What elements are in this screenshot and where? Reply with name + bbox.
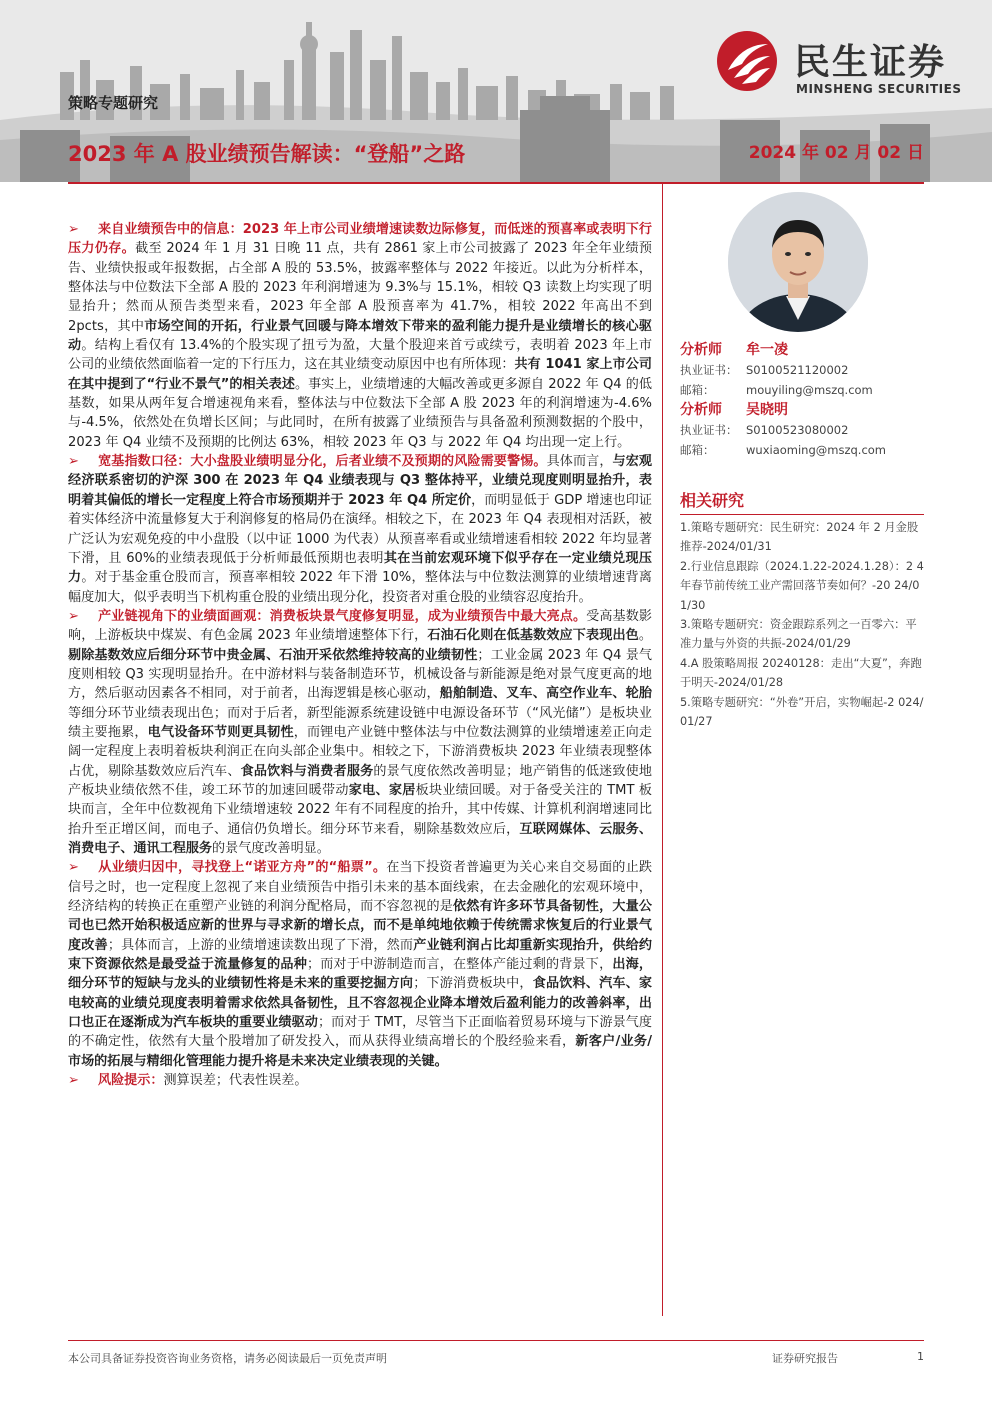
brand-name-en: MINSHENG SECURITIES	[796, 82, 962, 96]
analyst-role: 分析师	[680, 402, 722, 418]
paragraph-text: 的景气度改善明显。	[212, 841, 330, 856]
paragraph-text: ；下游消费板块中，	[413, 976, 533, 992]
related-research-item[interactable]: 3.策略专题研究：资金跟踪系列之一百零六：平准力量与外资的共振-2024/01/29	[680, 618, 917, 651]
bullet-arrow-icon: ➢	[68, 1073, 79, 1089]
analyst-2-name-row	[680, 400, 924, 420]
paragraph-emphasis: 食品饮料与消费者服务	[240, 763, 374, 779]
footer-divider	[68, 1340, 924, 1341]
paragraph-text: ，而锂电产业链中整体法与中位数法测算的业绩增速差正向走阔一定程度上表明着板块利润正在向头部企业集中。相较之下，下游消费板块 2023 年业绩表现整体占优，剔除基数效应后汽车、	[68, 724, 653, 779]
paragraph-emphasis: 市场空间的开拓，行业景气回暖与降本增效下带来的盈利能力提升是业绩增长的核心驱动	[68, 318, 652, 354]
bullet-arrow-icon: ➢	[68, 222, 79, 237]
paragraph-text: 。结构上看仅有 13.4%的个股实现了扭亏为盈，大量个股迎来首亏或续亏，表明着 2023 年上市公司的业绩依然面临着一定的下行压力，这在其业绩变动原因中也有所体现：	[68, 338, 653, 373]
cert-label: 执业证书：	[680, 363, 738, 377]
email-label: 邮箱：	[680, 383, 715, 397]
analyst-avatar-icon	[728, 192, 868, 332]
related-research-title: 相关研究	[680, 491, 745, 510]
brand-logo-icon	[716, 30, 778, 92]
related-research-item[interactable]: 5.策略专题研究：“外卷”开启，实物崛起-2 024/01/27	[680, 695, 924, 729]
analyst-role: 分析师	[680, 342, 722, 358]
paragraph-emphasis: 石油石化则在低基数效应下表现出色	[427, 628, 639, 644]
report-type: 策略专题研究	[68, 94, 159, 112]
brand-logo	[716, 28, 966, 108]
paragraph-heading: 产业链视角下的业绩面画观：消费板块景气度修复明显，成为业绩预告中最大亮点。	[98, 608, 587, 624]
bullet-arrow-icon: ➢	[68, 454, 79, 470]
paragraph-text: 等细分环节业绩表现出色；而对于后者，新型能源系统建设链中电源设备环节（“风光储”）是板块业绩主要拖累，	[68, 705, 652, 740]
header-divider	[68, 182, 924, 184]
cert-number: S0100523080002	[746, 423, 849, 437]
paragraph-text: 。对于基金重仓股而言，预喜率相较 2022 年下滑 10%，整体法与中位数法测算的业绩增速背离幅度加大，似乎表明当下机构重仓股的业绩出现分化，投资者对重仓股的业绩容忍度抬升。	[68, 570, 652, 605]
related-research-item[interactable]: 1.策略专题研究：民生研究：2024 年 2 月金股推荐-2024/01/31	[680, 521, 919, 554]
summary-paragraph-5	[68, 1071, 652, 1090]
paragraph-emphasis: 食品饮料、汽车、家电较高的业绩兑现度表明着需求依然具备韧性，且不容忽视企业降本增效后盈利能力的改善斜率，出口也正在逐渐成为汽车板块的重要业绩驱动	[68, 976, 653, 1031]
related-research-item[interactable]: 4.A 股策略周报 20240128：走出“大夏”，奔跑于明天-2024/01/28	[680, 656, 922, 690]
paragraph-text: 受高基数影响，上游板块中煤炭、有色金属 2023 年业绩增速整体下行，	[68, 608, 653, 644]
footer-disclaimer: 本公司具备证券投资咨询业务资格，请务必阅读最后一页免责声明	[68, 1352, 387, 1365]
paragraph-text: 板块业绩回暖。对于备受关注的 TMT 板块而言，全年中位数视角下业绩增速较 2022 年有不同程度的抬升，其中传媒、计算机利润增速同比抬升至正增区间，而电子、通信仍负增长。细分环节来看，剔除基数效应后，	[68, 782, 652, 837]
bullet-arrow-icon: ➢	[68, 860, 79, 876]
paragraph-text: ；工业金属 2023 年 Q4 景气度则相较 Q3 实现明显抬升。在中游材料与装备制造环节，机械设备与新能源是绝对景气度更高的地方，然后驱动因素各不相同，对于前者，出海逻辑是核心驱动，	[68, 647, 653, 702]
paragraph-heading: 从业绩归因中，寻找登上“诺亚方舟”的“船票”。	[98, 860, 387, 876]
paragraph-text: 截至 2024 年 1 月 31 日晚 11 点，共有 2861 家上市公司披露了 2023 年全年业绩预告、业绩快报或年报数据，占全部 A 股的 53.5%，披露率整体与 2022 年接近。以此为分析样本，整体法与中位数法下全部 A 股的 2023 年利润增速为 9.3%与 15.1%，相较 Q3 读数上均实现了明显抬升；然而从预告类型来看，2023 年全部 A 股预喜率为 41.7%，相较 2022 年高出不到 2pcts，其中	[68, 241, 652, 334]
paragraph-text: 。事实上，业绩增速的大幅改善或更多源自 2022 年 Q4 的低基数，如果从两年复合增速视角来看，整体法与中位数法下全部 A 股 2023 年的利润增速为-4.6%与-4.5%，依然处在负增长区间；与此同时，在所有披露了业绩预告与具备盈利预测数据的个股中，2023 年 Q4 业绩不及预期的比例达 63%，相较 2023 年 Q3 与 2022 年 Q4 均出现一定上行。	[68, 376, 652, 450]
paragraph-emphasis: 电气设备环节则更具韧性	[147, 724, 294, 740]
report-title: 2023 年 A 股业绩预告解读：“登船”之路	[68, 142, 466, 166]
paragraph-text: 在当下投资者普遍更为关心来自交易面的止跌信号之时，也一定程度上忽视了来自业绩预告中指引未来的基本面线索，在去金融化的宏观环境中，经济结构的转换正在重塑产业链的利润分配格局，而不容忽视的是	[68, 860, 653, 915]
analyst-1-email-row	[680, 380, 924, 400]
analyst-1-cert-row	[680, 360, 924, 380]
page-number: 1	[917, 1350, 924, 1363]
paragraph-emphasis: 新客户/业务/市场的拓展与精细化管理能力提升将是未来决定业绩表现的关键。	[68, 1034, 652, 1069]
paragraph-text: 的景气度依然改善明显；地产销售的低迷致使地产板块业绩依然不佳，竣工环节的加速回暖带动	[68, 763, 653, 798]
paragraph-emphasis: 出海，细分环节的短缺与龙头的业绩韧性将是未来的重要挖掘方向	[68, 957, 653, 992]
analyst-email-link[interactable]: mouyiling@mszq.com	[746, 383, 873, 397]
summary-paragraph-1	[68, 220, 652, 452]
summary-paragraph-2	[68, 452, 652, 607]
footer-label: 证券研究报告	[772, 1352, 838, 1365]
paragraph-emphasis: 产业链利润占比却重新实现抬升，供给约束下资源依然是最受益于流量修复的品种	[68, 937, 653, 973]
related-research-divider	[680, 514, 924, 515]
analyst-1-name-row	[680, 340, 924, 360]
analyst-name: 吴晓明	[746, 402, 788, 418]
report-date: 2024 年 02 月 02 日	[748, 143, 924, 163]
brand-name-cn: 民生证券	[794, 42, 947, 83]
cert-label: 执业证书：	[680, 423, 738, 437]
risk-heading: 风险提示：	[98, 1073, 164, 1089]
email-label: 邮箱：	[680, 443, 715, 457]
paragraph-emphasis: 依然有许多环节具备韧性，大量公司也已然开始积极适应新的世界与寻求新的增长点，而不是单纯地依赖于传统需求恢复后的行业景气度改善	[68, 899, 653, 953]
paragraph-emphasis: 与宏观经济联系密切的沪深 300 在 2023 年 Q4 业绩表现与 Q3 整体持平，业绩兑现度则明显抬升，表明着其偏低的增长一定程度上符合市场预期并于 2023 年 Q4 所定价	[68, 454, 653, 508]
paragraph-text: ，而明显低于 GDP 增速也印证着实体经济中流量修复大于利润修复的格局仍在演绎。相较之下，在 2023 年 Q4 表现相对活跃，被广泛认为宏观免疫的中小盘股（以中证 1000 为代表）从预喜率看或业绩增速看相较 2022 年均显著下滑，且 60%的业绩表现低于分析师最低预期也表明	[68, 492, 653, 566]
paragraph-heading: 来自业绩预告中的信息：2023 年上市公司业绩增速读数边际修复，而低迷的预喜率或表明下行压力仍存。	[68, 222, 652, 257]
analyst-2-email-row	[680, 440, 924, 460]
analyst-email-link[interactable]: wuxiaoming@mszq.com	[746, 443, 887, 457]
analyst-2-cert-row	[680, 420, 924, 440]
paragraph-emphasis: 船舶制造、叉车、高空作业车、轮胎	[439, 686, 653, 702]
paragraph-heading: 宽基指数口径：大小盘股业绩明显分化，后者业绩不及预期的风险需要警惕。	[98, 454, 547, 470]
header-banner	[0, 0, 992, 182]
paragraph-text: ；具体而言，上游的业绩增速读数出现了下滑，然而	[107, 937, 414, 953]
related-research-item[interactable]: 2.行业信息跟踪（2024.1.22-2024.1.28）：2 4 年春节前传统工业产需回落节奏如何？-20 24/01/30	[680, 559, 924, 612]
paragraph-text: 具体而言，	[546, 454, 613, 470]
paragraph-emphasis: 共有 1041 家上市公司在其中提到了“行业不景气”的相关表述	[68, 357, 653, 392]
summary-body	[68, 220, 652, 1090]
risk-text: 测算误差；代表性误差。	[163, 1073, 308, 1089]
paragraph-text: ；而对于中游制造而言，在整体产能过剩的背景下，	[306, 957, 613, 973]
paragraph-emphasis: 剔除基数效应后细分环节中贵金属、石油开采依然维持较高的业绩韧性	[68, 647, 478, 663]
paragraph-text: ；而对于 TMT，尽管当下正面临着贸易环境与下游景气度的不确定性，依然有大量个股增加了研发投入，而从获得业绩高增长的个股经验来看，	[68, 1015, 652, 1050]
analyst-photo	[728, 192, 868, 332]
cert-number: S0100521120002	[746, 363, 849, 377]
paragraph-emphasis: 家电、家居	[348, 782, 416, 798]
paragraph-emphasis: 互联网媒体、云服务、消费电子、通讯工程服务	[68, 821, 653, 856]
summary-paragraph-4	[68, 858, 652, 1071]
analyst-list	[680, 340, 924, 460]
related-research-list	[680, 518, 924, 731]
summary-paragraph-3	[68, 607, 652, 858]
bullet-arrow-icon: ➢	[68, 608, 79, 624]
column-divider	[662, 184, 663, 1316]
paragraph-emphasis: 其在当前宏观环境下似乎存在一定业绩兑现压力	[68, 550, 653, 586]
analyst-name: 牟一凌	[746, 342, 788, 358]
paragraph-text: 。	[638, 628, 653, 644]
